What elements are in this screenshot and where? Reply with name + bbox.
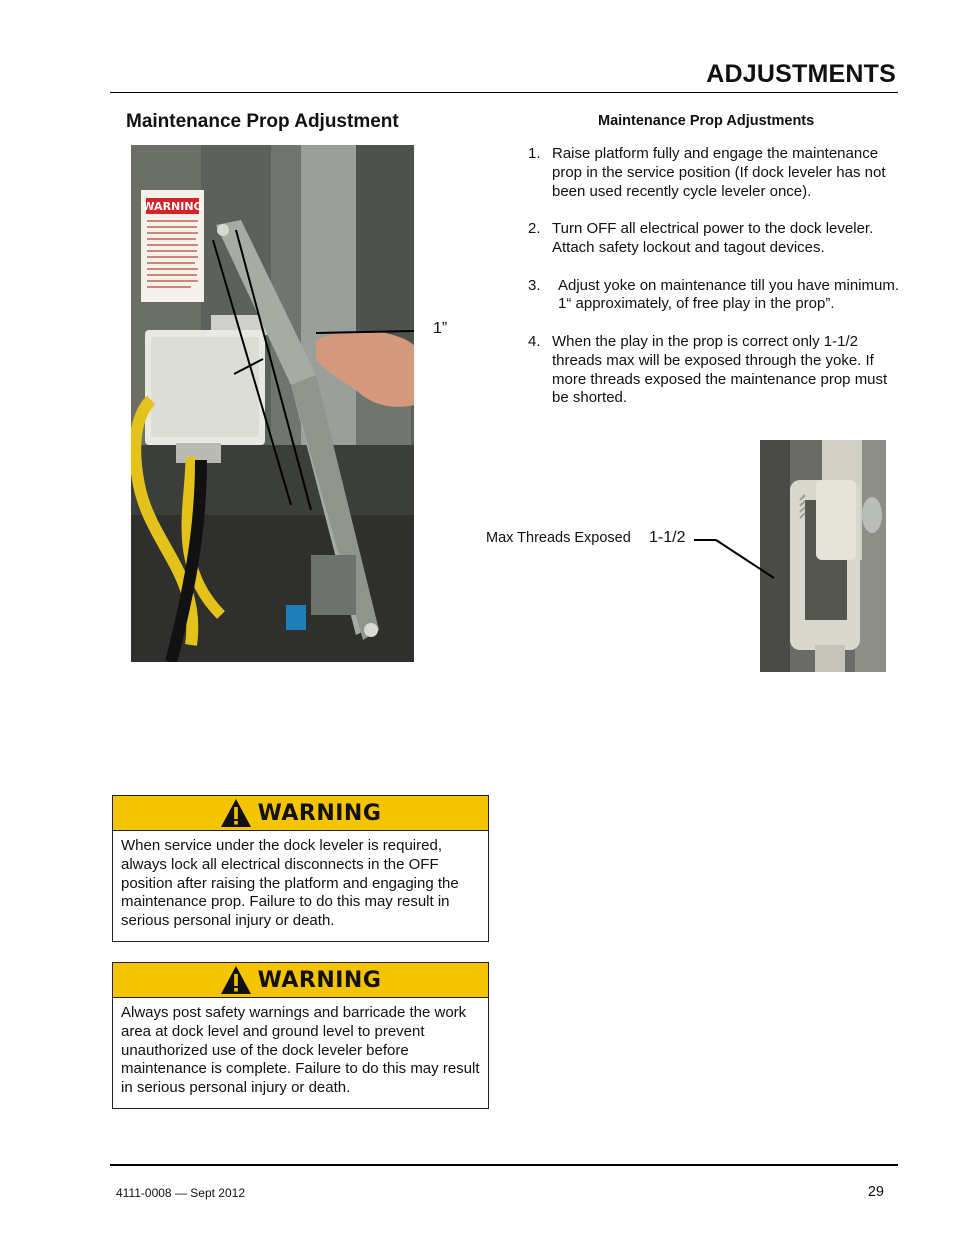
warning-text: Always post safety warnings and barricade the work area at dock level and ground level to prevent unauthorized use of the dock leveler before maintenance is complete. Failure to do this may result in serious personal injury or death.: [121, 1004, 480, 1097]
procedure-step: [528, 145, 903, 201]
step-number: 3.: [528, 276, 541, 294]
step-text: Turn OFF all electrical power to the dock leveler. Attach safety lockout and tagout devices.: [552, 220, 874, 256]
header-rule: [110, 92, 898, 93]
warning-triangle-icon: [220, 798, 252, 828]
step-text: Raise platform fully and engage the maintenance prop in the service position (If dock leveler has not been used recently cycle leveler once).: [552, 145, 886, 200]
procedure-steps: [528, 145, 903, 427]
warning-box: [112, 962, 489, 1109]
step-number: 2.: [528, 220, 541, 238]
warning-header: [113, 796, 488, 831]
procedure-step: [528, 333, 903, 408]
footer-rule: [110, 1164, 898, 1166]
maintenance-prop-photo: [131, 145, 414, 662]
warning-heading: WARNING: [257, 967, 382, 993]
step-number: 4.: [528, 332, 541, 350]
procedure-step: [528, 277, 903, 315]
page-number: 29: [867, 1184, 884, 1200]
decal-heading: WARNING: [142, 200, 203, 213]
warning-heading: WARNING: [257, 800, 382, 826]
step-text: Adjust yoke on maintenance till you have minimum. 1“ approximately, of free play in the prop”.: [558, 276, 900, 313]
threads-leader-line: [690, 530, 820, 610]
step-number: 1.: [528, 145, 541, 162]
step-text: When the play in the prop is correct only 1-1/2 threads max will be exposed through the yoke. If more threads exposed the maintenance prop must be shorted.: [552, 332, 888, 407]
page-subtitle: Maintenance Prop Adjustment: [126, 111, 399, 132]
section-title: ADJUSTMENTS: [706, 60, 896, 88]
warning-triangle-icon: [220, 965, 252, 995]
threads-callout-value: 1-1/2: [649, 529, 686, 546]
warning-text: When service under the dock leveler is required, always lock all electrical disconnects in the OFF position after raising the platform and engaging the maintenance prop. Failure to do this may result in serious personal injury or death.: [121, 837, 459, 930]
document-id: 4111-0008 — Sept 2012: [116, 1186, 245, 1200]
free-play-callout: 1”: [433, 320, 448, 337]
threads-callout-label: Max Threads Exposed: [486, 530, 631, 546]
warning-box: [112, 795, 489, 942]
procedure-step: [528, 220, 903, 258]
procedure-heading: Maintenance Prop Adjustments: [598, 113, 815, 129]
warning-header: [113, 963, 488, 998]
